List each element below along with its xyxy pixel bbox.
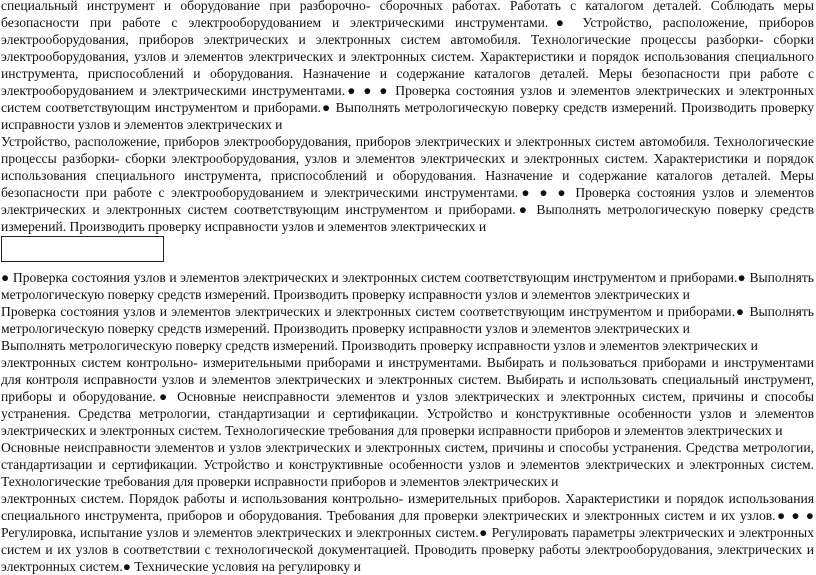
paragraph-7: Основные неисправности элементов и узлов электрических и электронных систем, причины и способы устранения. Средства метрологии, стандартизации и сертификации. Устройство и конструктивные особенности узлов и элементов электрических и электронных систем. Технологические требования для проверки исправности приборов и элементов электрических и xyxy=(1,440,814,489)
paragraph-5: Выполнять метрологическую поверку средств измерений. Производить проверку исправности узлов и элементов электрических и xyxy=(1,338,758,353)
empty-image-frame xyxy=(1,236,164,262)
paragraph-8: электронных систем. Порядок работы и использования контрольно- измерительных приборов. Характеристики и порядок использования специального инструмента, приборов и оборудования. Требования для проверки электрических и электронных систем и их узлов.● ● ● Регулировка, испытание узлов и элементов электрических и электронных систем.● Регулировать параметры электрических и электронных систем и их узлов в соответствии с технологической документацией. Проводить проверку работы электрооборудования, электрических и электронных систем.● Технические условия на регулировку и xyxy=(1,491,814,574)
paragraph-1: специальный инструмент и оборудование при разборочно- сборочных работах. Работать с каталогом деталей. Соблюдать меры безопасности при работе с электрооборудованием и электрическими инструментами.● Устройство, расположение, приборов электрооборудования, приборов электрических и электронных систем автомобиля. Технологические процессы разборки- сборки электрооборудования, узлов и элементов электрических и электронных систем. Характеристики и порядок использования специального инструмента, приспособлений и оборудования. Назначение и содержание каталогов деталей. Меры безопасности при работе с электрооборудованием и электрическими инструментами.● ● ● Проверка состояния узлов и элементов электрических и электронных систем соответствующим инструментом и приборами.● Выполнять метрологическую поверку средств измерений. Производить проверку исправности узлов и элементов электрических и xyxy=(1,0,814,132)
paragraph-6: электронных систем контрольно- измерительными приборами и инструментами. Выбирать и пользоваться приборами и инструментами для контроля исправности узлов и элементов электрических и электронных систем. Выбирать и использовать специальный инструмент, приборы и оборудование.● Основные неисправности элементов и узлов электрических и электронных систем, причины и способы устранения. Средства метрологии, стандартизации и сертификации. Устройство и конструктивные особенности узлов и элементов электрических и электронных систем. Технологические требования для проверки исправности приборов и элементов электрических и xyxy=(1,355,814,438)
paragraph-3: ● Проверка состояния узлов и элементов электрических и электронных систем соответствующим инструментом и приборами.● Выполнять метрологическую поверку средств измерений. Производить проверку исправности узлов и элементов электрических и xyxy=(1,270,814,302)
image-placeholder-row xyxy=(0,235,816,269)
paragraph-4: Проверка состояния узлов и элементов электрических и электронных систем соответствующим инструментом и приборами.● Выполнять метрологическую поверку средств измерений. Производить проверку исправности узлов и элементов электрических и xyxy=(1,304,814,336)
paragraph-2: Устройство, расположение, приборов электрооборудования, приборов электрических и электронных систем автомобиля. Технологические процессы разборки- сборки электрооборудования, узлов и элементов электрических и электронных систем. Характеристики и порядок использования специального инструмента, приспособлений и оборудования. Назначение и содержание каталогов деталей. Меры безопасности при работе с электрооборудованием и электрическими инструментами.● ● ● Проверка состояния узлов и элементов электрических и электронных систем соответствующим инструментом и приборами.● Выполнять метрологическую поверку средств измерений. Производить проверку исправности узлов и элементов электрических и xyxy=(1,134,814,234)
